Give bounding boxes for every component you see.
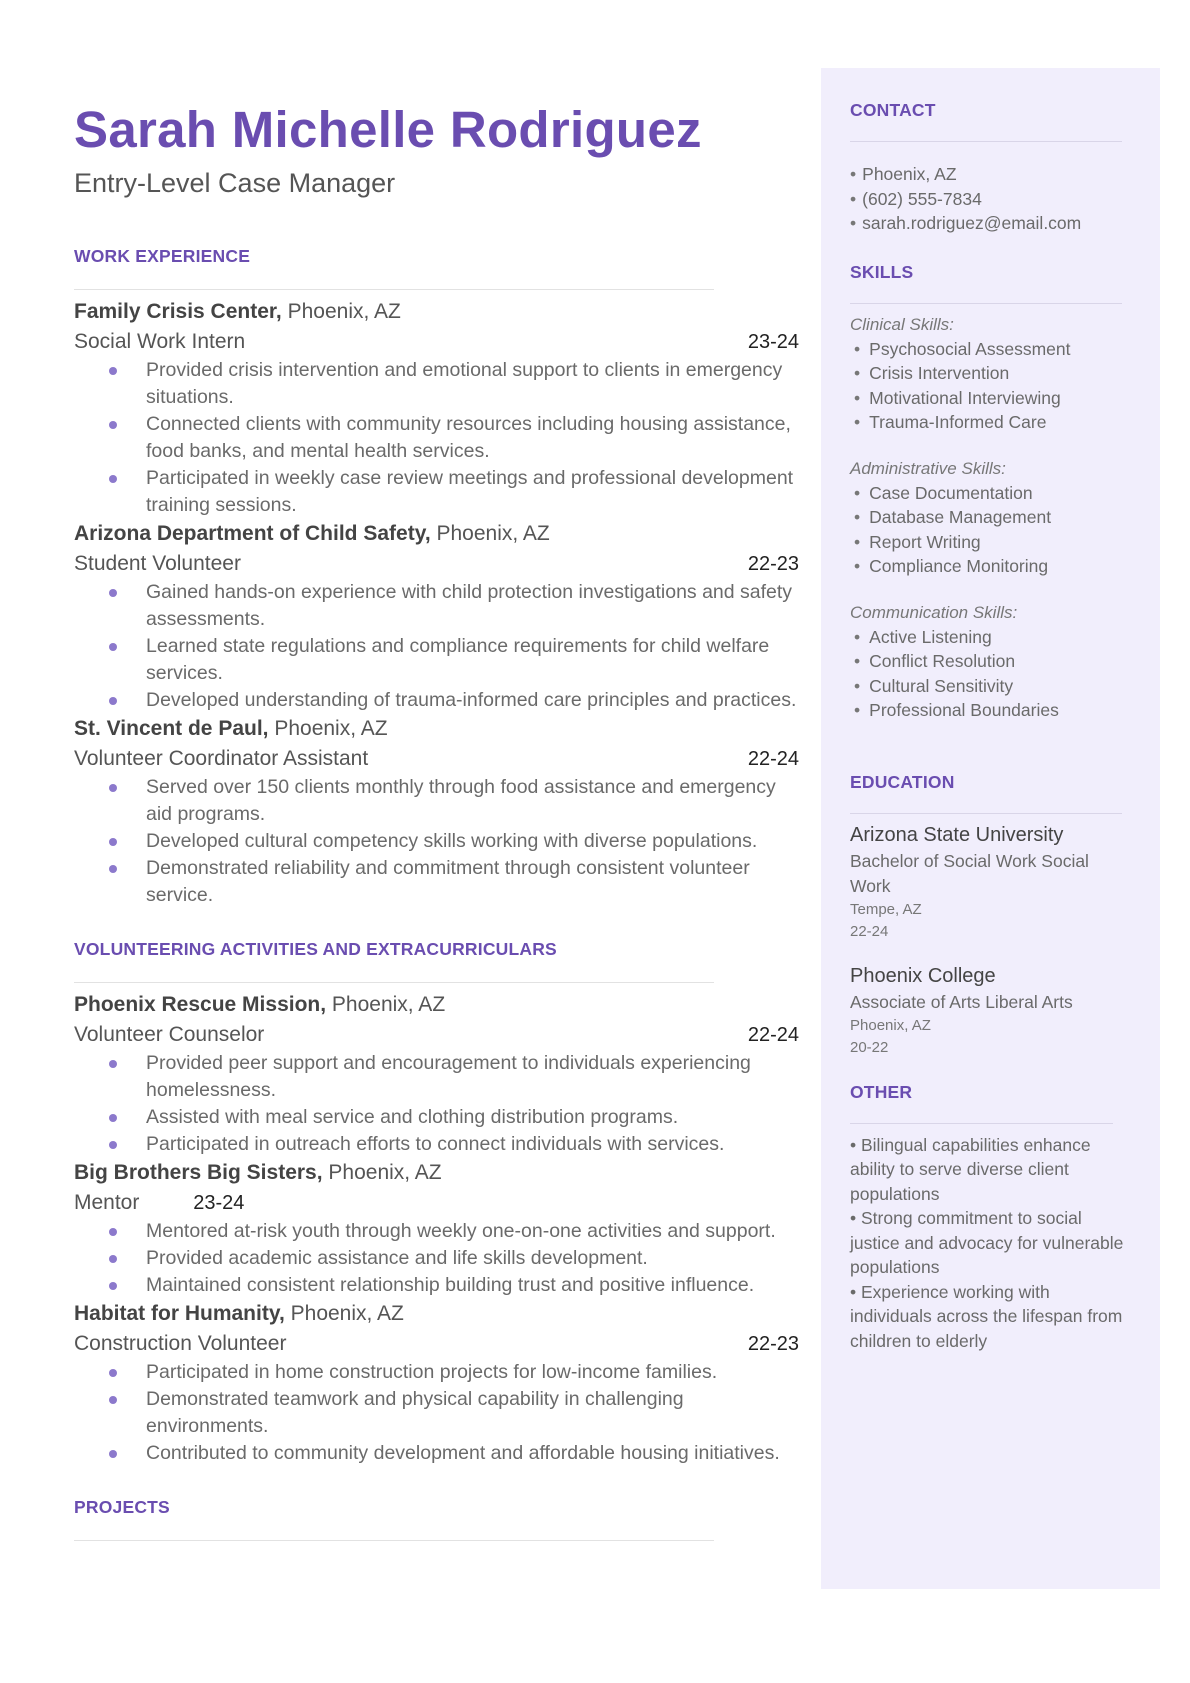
job-bullet: Mentored at-risk youth through weekly one-on-one activities and support. bbox=[146, 1218, 799, 1245]
sidebar bbox=[821, 68, 1160, 1589]
job-heading bbox=[74, 1158, 799, 1188]
skill-group bbox=[850, 457, 1140, 579]
job-location: Phoenix, AZ bbox=[326, 993, 446, 1016]
section-title-volunteering: VOLUNTEERING ACTIVITIES AND EXTRACURRICULARS bbox=[74, 939, 557, 959]
job-bullet: Participated in weekly case review meetings and professional development training sessions. bbox=[146, 465, 799, 519]
sidebar-divider bbox=[850, 141, 1122, 142]
skill-item: • Cultural Sensitivity bbox=[854, 675, 1014, 696]
job-date: 23-24 bbox=[747, 331, 799, 353]
section-divider bbox=[74, 982, 714, 983]
sidebar-divider bbox=[850, 813, 1122, 814]
education-entry bbox=[850, 962, 1140, 1059]
job-heading bbox=[74, 714, 799, 744]
job-date: 22-24 bbox=[747, 748, 799, 770]
skill-item: • Psychosocial Assessment bbox=[854, 338, 1071, 359]
job-role: Construction Volunteer bbox=[74, 1332, 287, 1355]
job-bullet: Provided crisis intervention and emotional support to clients in emergency situations. bbox=[146, 357, 799, 411]
job-role: Volunteer Coordinator Assistant bbox=[74, 747, 369, 770]
job-role-row bbox=[74, 327, 799, 357]
job-entry bbox=[74, 519, 799, 714]
job-organization: Big Brothers Big Sisters, bbox=[74, 1161, 323, 1184]
skill-item: • Motivational Interviewing bbox=[854, 387, 1061, 408]
job-bullet: Gained hands-on experience with child protection investigations and safety assessments. bbox=[146, 579, 799, 633]
sidebar-divider bbox=[850, 1123, 1113, 1124]
job-bullet: Demonstrated reliability and commitment through consistent volunteer service. bbox=[146, 855, 799, 909]
sidebar-divider bbox=[850, 303, 1122, 304]
other-item: • Bilingual capabilities enhance ability to serve diverse client populations bbox=[850, 1134, 1091, 1204]
education-degree: Bachelor of Social Work Social bbox=[850, 850, 1089, 871]
contact-phone: • (602) 555-7834 bbox=[850, 188, 982, 209]
sidebar-title-skills: SKILLS bbox=[850, 261, 914, 282]
bullet-dot: • bbox=[850, 213, 857, 233]
job-heading bbox=[74, 519, 799, 549]
skill-item: • Crisis Intervention bbox=[854, 363, 1010, 383]
skill-item: • Database Management bbox=[854, 507, 1052, 527]
sidebar-title-contact: CONTACT bbox=[850, 100, 936, 120]
volunteer-entry bbox=[74, 1299, 799, 1467]
skill-item: • Trauma-Informed Care bbox=[854, 412, 1047, 432]
section-divider bbox=[74, 289, 714, 290]
sidebar-content bbox=[850, 68, 1140, 1353]
job-entry bbox=[74, 297, 799, 519]
contact-email[interactable]: • sarah.rodriguez@email.com bbox=[850, 213, 1082, 233]
job-role: Social Work Intern bbox=[74, 330, 246, 353]
education-entry bbox=[850, 821, 1140, 943]
job-bullets bbox=[74, 1359, 799, 1467]
job-organization: Habitat for Humanity, bbox=[74, 1302, 285, 1325]
job-date: 22-23 bbox=[747, 553, 799, 575]
education-location: Phoenix, AZ bbox=[850, 1016, 931, 1034]
job-bullet: Maintained consistent relationship building trust and positive influence. bbox=[146, 1272, 799, 1299]
job-location: Phoenix, AZ bbox=[430, 522, 550, 545]
job-bullet: Provided peer support and encouragement to individuals experiencing homelessness. bbox=[146, 1050, 799, 1104]
job-bullets bbox=[74, 579, 799, 714]
job-date: 22-24 bbox=[747, 1024, 799, 1046]
education-date: 22-24 bbox=[850, 922, 889, 940]
job-bullet: Provided academic assistance and life skills development. bbox=[146, 1245, 799, 1272]
job-entry bbox=[74, 714, 799, 909]
job-bullet: Participated in outreach efforts to connect individuals with services. bbox=[146, 1131, 799, 1158]
skill-item: • Case Documentation bbox=[854, 482, 1033, 503]
job-bullet: Contributed to community development and affordable housing initiatives. bbox=[146, 1440, 799, 1467]
job-bullet: Developed understanding of trauma-informed care principles and practices. bbox=[146, 687, 799, 714]
job-location: Phoenix, AZ bbox=[284, 1302, 404, 1325]
candidate-title: Entry-Level Case Manager bbox=[74, 168, 396, 198]
job-bullet: Served over 150 clients monthly through food assistance and emergency aid programs. bbox=[146, 774, 799, 828]
volunteer-entry bbox=[74, 990, 799, 1158]
job-date: 22-23 bbox=[747, 1333, 799, 1355]
skill-group-label: Communication Skills: bbox=[850, 602, 1018, 622]
other-list bbox=[850, 1133, 1135, 1354]
skill-item: • Compliance Monitoring bbox=[854, 556, 1049, 576]
job-role: Volunteer Counselor bbox=[74, 1023, 265, 1046]
section-title-work-experience: WORK EXPERIENCE bbox=[74, 246, 251, 266]
job-bullets bbox=[74, 774, 799, 909]
job-heading bbox=[74, 990, 799, 1020]
sidebar-title-other: OTHER bbox=[850, 1081, 913, 1102]
job-bullets bbox=[74, 357, 799, 519]
education-school: Phoenix College bbox=[850, 964, 996, 987]
skill-group-label: Administrative Skills: bbox=[850, 458, 1006, 478]
job-heading bbox=[74, 297, 799, 327]
main-column bbox=[74, 96, 799, 1541]
job-role-row bbox=[74, 1188, 799, 1218]
job-heading bbox=[74, 1299, 799, 1329]
job-bullet: Demonstrated teamwork and physical capability in challenging environments. bbox=[146, 1386, 799, 1440]
job-role: Student Volunteer bbox=[74, 552, 241, 575]
job-organization: Family Crisis Center, bbox=[74, 300, 282, 323]
skill-group bbox=[850, 601, 1140, 723]
job-bullet: Connected clients with community resources including housing assistance, food banks, and mental health services. bbox=[146, 411, 799, 465]
skill-item: • Professional Boundaries bbox=[854, 700, 1059, 720]
sidebar-title-education: EDUCATION bbox=[850, 771, 955, 792]
volunteer-entry bbox=[74, 1158, 799, 1299]
section-divider bbox=[74, 1540, 714, 1541]
job-bullet: Developed cultural competency skills working with diverse populations. bbox=[146, 828, 799, 855]
job-bullet: Participated in home construction projects for low-income families. bbox=[146, 1359, 799, 1386]
job-role: Mentor bbox=[74, 1191, 140, 1214]
job-bullets bbox=[74, 1050, 799, 1158]
contact-list bbox=[850, 162, 1140, 236]
job-organization: St. Vincent de Paul, bbox=[74, 717, 269, 740]
job-location: Phoenix, AZ bbox=[322, 1161, 442, 1184]
bullet-dot: • bbox=[850, 188, 857, 209]
skill-item: • Report Writing bbox=[854, 531, 981, 552]
job-role-row bbox=[74, 549, 799, 579]
education-degree: Associate of Arts Liberal Arts bbox=[850, 991, 1073, 1012]
job-organization: Phoenix Rescue Mission, bbox=[74, 993, 327, 1016]
skill-group-label: Clinical Skills: bbox=[850, 314, 954, 334]
job-role-row bbox=[74, 744, 799, 774]
education-location: Tempe, AZ bbox=[850, 900, 922, 918]
bullet-dot: • bbox=[850, 164, 857, 184]
section-title-projects: PROJECTS bbox=[74, 1497, 170, 1517]
job-location: Phoenix, AZ bbox=[281, 300, 401, 323]
skill-item: • Active Listening bbox=[854, 626, 992, 647]
other-item: • Strong commitment to social justice and advocacy for vulnerable populations bbox=[850, 1208, 1124, 1277]
job-bullets bbox=[74, 1218, 799, 1299]
skill-group bbox=[850, 313, 1140, 435]
job-bullet: Learned state regulations and compliance requirements for child welfare services. bbox=[146, 633, 799, 687]
contact-location: • Phoenix, AZ bbox=[850, 164, 957, 184]
job-location: Phoenix, AZ bbox=[268, 717, 388, 740]
job-bullet: Assisted with meal service and clothing distribution programs. bbox=[146, 1104, 799, 1131]
candidate-name: Sarah Michelle Rodriguez bbox=[74, 101, 702, 158]
job-date: 23-24 bbox=[193, 1192, 245, 1214]
job-role-row bbox=[74, 1020, 799, 1050]
skill-item: • Conflict Resolution bbox=[854, 651, 1016, 671]
job-role-row bbox=[74, 1329, 799, 1359]
education-school: Arizona State University bbox=[850, 823, 1064, 846]
other-item: • Experience working with individuals across the lifespan from children to elderly bbox=[850, 1281, 1123, 1351]
education-date: 20-22 bbox=[850, 1038, 889, 1056]
job-organization: Arizona Department of Child Safety, bbox=[74, 522, 431, 545]
education-degree-continued: Work bbox=[850, 875, 891, 896]
